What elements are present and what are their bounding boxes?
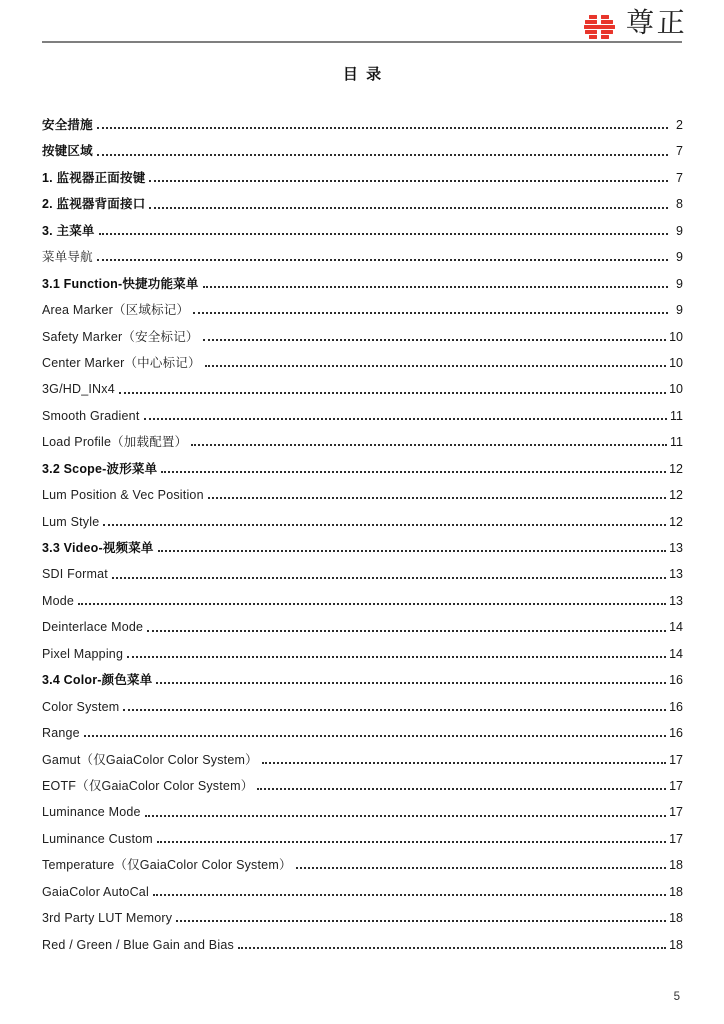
toc-entry-page: 10	[669, 355, 683, 370]
toc-entry[interactable]	[42, 509, 683, 535]
toc-dot-leader	[153, 894, 666, 896]
toc-entry[interactable]	[42, 588, 683, 614]
toc-entry-label[interactable]: SDI Format	[42, 567, 108, 582]
toc-entry[interactable]	[42, 376, 683, 402]
toc-entry-page: 17	[669, 831, 683, 846]
table-of-contents	[42, 112, 683, 958]
toc-entry[interactable]	[42, 297, 683, 323]
footer-page-number: 5	[673, 991, 680, 1003]
toc-entry-page: 10	[669, 382, 683, 397]
toc-entry-page: 17	[669, 778, 683, 793]
toc-dot-leader	[84, 735, 666, 737]
toc-dot-leader	[145, 815, 666, 817]
toc-dot-leader	[296, 867, 666, 869]
toc-entry-label[interactable]: Luminance Mode	[42, 805, 141, 820]
toc-entry-label[interactable]: Load Profile（加载配置）	[42, 435, 188, 450]
toc-entry-label[interactable]: 按键区域	[42, 144, 93, 159]
toc-entry-label[interactable]: Smooth Gradient	[42, 408, 140, 423]
toc-entry[interactable]	[42, 773, 683, 799]
toc-entry[interactable]	[42, 403, 683, 429]
zunzheng-logo-icon	[584, 15, 615, 39]
toc-entry-page: 2	[676, 118, 683, 132]
toc-dot-leader	[103, 524, 666, 526]
toc-entry-page: 7	[676, 144, 683, 159]
toc-entry-label[interactable]: Pixel Mapping	[42, 646, 124, 661]
toc-entry-label[interactable]: GaiaColor AutoCal	[42, 884, 149, 899]
toc-entry[interactable]	[42, 905, 683, 931]
toc-entry-page: 12	[669, 461, 683, 476]
toc-dot-leader	[238, 947, 666, 949]
toc-entry-label[interactable]: Red / Green / Blue Gain and Bias	[42, 937, 234, 952]
toc-dot-leader	[97, 259, 668, 261]
toc-entry[interactable]	[42, 218, 683, 244]
toc-entry-label[interactable]: Mode	[42, 593, 75, 608]
toc-entry[interactable]	[42, 112, 683, 138]
toc-entry-page: 8	[676, 197, 683, 212]
toc-entry[interactable]	[42, 614, 683, 640]
toc-entry[interactable]	[42, 799, 683, 825]
toc-entry-label[interactable]: Lum Style	[42, 514, 100, 529]
toc-entry-page: 16	[669, 726, 683, 741]
toc-entry[interactable]	[42, 138, 683, 164]
toc-entry-page: 18	[669, 884, 683, 899]
toc-entry-page: 9	[676, 250, 683, 265]
brand-name: 尊正	[625, 6, 689, 39]
toc-entry[interactable]	[42, 694, 683, 720]
toc-entry-page: 9	[676, 223, 683, 238]
toc-entry[interactable]	[42, 641, 683, 667]
toc-entry-page: 9	[676, 303, 683, 318]
toc-entry[interactable]	[42, 852, 683, 878]
toc-entry-label[interactable]: 1. 监视器正面按键	[42, 170, 146, 185]
toc-dot-leader	[97, 127, 668, 129]
toc-dot-leader	[147, 630, 666, 632]
toc-entry-page: 10	[669, 329, 683, 344]
toc-entry-label[interactable]: Area Marker（区域标记）	[42, 303, 190, 318]
toc-dot-leader	[257, 788, 666, 790]
toc-dot-leader	[203, 339, 666, 341]
toc-entry-page: 12	[669, 514, 683, 529]
toc-entry[interactable]	[42, 747, 683, 773]
toc-entry-label[interactable]: 3.4 Color-颜色菜单	[42, 673, 153, 688]
toc-entry-label[interactable]: 3.1 Function-快捷功能菜单	[42, 276, 199, 291]
toc-entry-label[interactable]: 3G/HD_INx4	[42, 382, 115, 397]
toc-entry-label[interactable]: 菜单导航	[42, 250, 93, 265]
toc-entry[interactable]	[42, 429, 683, 455]
toc-entry[interactable]	[42, 667, 683, 693]
toc-entry[interactable]	[42, 191, 683, 217]
toc-entry[interactable]	[42, 561, 683, 587]
brand-header	[584, 6, 688, 40]
toc-entry-page: 17	[669, 752, 683, 767]
toc-entry-page: 18	[669, 858, 683, 873]
toc-dot-leader	[144, 418, 668, 420]
toc-entry-page: 17	[669, 805, 683, 820]
toc-entry-label[interactable]: 安全措施	[42, 118, 93, 132]
toc-entry-label[interactable]: Center Marker（中心标记）	[42, 355, 201, 370]
toc-entry-label[interactable]: Gamut（仅GaiaColor Color System）	[42, 752, 258, 767]
toc-entry-page: 18	[669, 937, 683, 952]
toc-entry-label[interactable]: Luminance Custom	[42, 831, 153, 846]
toc-entry[interactable]	[42, 456, 683, 482]
toc-entry-page: 14	[669, 646, 683, 661]
toc-dot-leader	[78, 603, 666, 605]
toc-dot-leader	[161, 471, 666, 473]
toc-entry-label[interactable]: Lum Position & Vec Position	[42, 488, 204, 503]
toc-entry[interactable]	[42, 535, 683, 561]
toc-entry[interactable]	[42, 482, 683, 508]
toc-dot-leader	[97, 154, 668, 156]
toc-entry[interactable]	[42, 324, 683, 350]
toc-dot-leader	[127, 656, 666, 658]
toc-entry-label[interactable]: Temperature（仅GaiaColor Color System）	[42, 858, 292, 873]
toc-entry-label[interactable]: 3. 主菜单	[42, 223, 95, 238]
toc-entry-page: 11	[670, 435, 683, 450]
toc-entry[interactable]	[42, 932, 683, 958]
toc-entry-page: 13	[669, 541, 683, 555]
toc-dot-leader	[119, 392, 666, 394]
toc-dot-leader	[191, 444, 667, 446]
toc-entry-label[interactable]: Deinterlace Mode	[42, 620, 144, 635]
toc-entry-page: 9	[676, 276, 683, 291]
toc-entry-label[interactable]: 3rd Party LUT Memory	[42, 911, 173, 926]
toc-entry-label[interactable]: 3.2 Scope-波形菜单	[42, 461, 158, 476]
toc-dot-leader	[205, 365, 666, 367]
toc-entry[interactable]	[42, 350, 683, 376]
toc-entry-page: 16	[669, 699, 683, 714]
toc-entry[interactable]	[42, 165, 683, 191]
toc-entry-label[interactable]: Safety Marker（安全标记）	[42, 329, 199, 344]
toc-entry[interactable]	[42, 720, 683, 746]
toc-dot-leader	[123, 709, 666, 711]
toc-entry-page: 13	[669, 593, 683, 608]
toc-dot-leader	[158, 550, 666, 552]
toc-entry-page: 11	[670, 408, 683, 423]
toc-dot-leader	[112, 577, 666, 579]
toc-entry-page: 18	[669, 911, 683, 926]
toc-dot-leader	[156, 682, 666, 684]
toc-entry-page: 14	[669, 620, 683, 635]
toc-entry-label[interactable]: EOTF（仅GaiaColor Color System）	[42, 778, 254, 793]
toc-entry-label[interactable]: 2. 监视器背面接口	[42, 197, 146, 212]
toc-dot-leader	[157, 841, 666, 843]
toc-entry-page: 12	[669, 488, 683, 503]
toc-entry-page: 7	[676, 170, 683, 185]
page-title: 目 录	[342, 66, 382, 83]
toc-entry[interactable]	[42, 826, 683, 852]
toc-dot-leader	[208, 497, 666, 499]
toc-dot-leader	[149, 180, 668, 182]
toc-dot-leader	[203, 286, 668, 288]
toc-dot-leader	[262, 762, 666, 764]
header-divider	[42, 41, 682, 43]
toc-dot-leader	[176, 920, 666, 922]
toc-dot-leader	[149, 207, 668, 209]
toc-entry[interactable]	[42, 879, 683, 905]
toc-entry[interactable]	[42, 271, 683, 297]
toc-entry-page: 13	[669, 567, 683, 582]
toc-entry-page: 16	[669, 673, 683, 688]
toc-entry[interactable]	[42, 244, 683, 270]
toc-entry-label[interactable]: 3.3 Video-视频菜单	[42, 541, 154, 555]
toc-entry-label[interactable]: Color System	[42, 699, 120, 714]
toc-dot-leader	[99, 233, 668, 235]
toc-dot-leader	[193, 312, 668, 314]
toc-entry-label[interactable]: Range	[42, 726, 80, 741]
